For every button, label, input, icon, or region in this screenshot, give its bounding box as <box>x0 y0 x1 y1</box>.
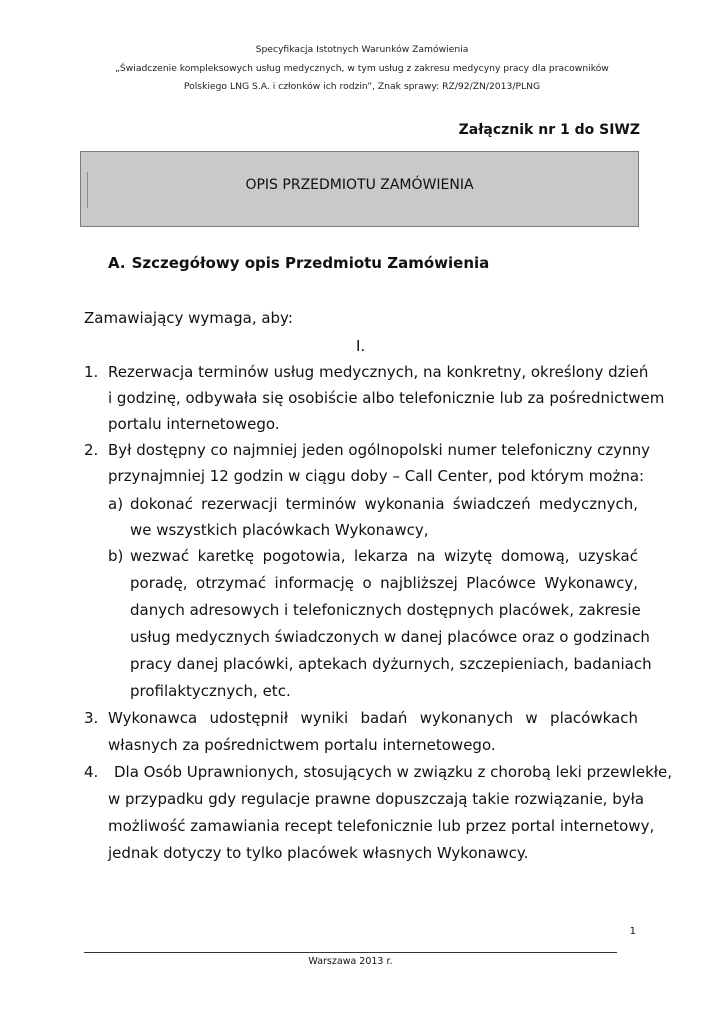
section-heading <box>108 256 489 271</box>
item-number: 3. <box>84 709 99 727</box>
item-line: Rezerwacja terminów usług medycznych, na konkretny, określony dzień <box>108 363 649 381</box>
item-line: możliwość zamawiania recept telefonicznie lub przez portal internetowy, <box>108 817 655 835</box>
subitem-line: usług medycznych świadczonych w danej placówce oraz o godzinach <box>130 628 650 646</box>
footer-text: Warszawa 2013 r. <box>308 956 393 967</box>
item-line: i godzinę, odbywała się osobiście albo telefonicznie lub za pośrednictwem <box>108 389 665 407</box>
section-heading-text: Szczegółowy opis Przedmiotu Zamówienia <box>131 254 490 272</box>
footer-divider <box>84 952 617 953</box>
item-line: własnych za pośrednictwem portalu internetowego. <box>108 736 496 754</box>
item-number: 4. <box>84 763 99 781</box>
subitem-marker: a) <box>108 495 124 513</box>
subitem-line: we wszystkich placówkach Wykonawcy, <box>130 521 429 539</box>
item-line: portalu internetowego. <box>108 415 280 433</box>
item-number: 2. <box>84 441 99 459</box>
title-box <box>80 151 639 227</box>
item-line: Wykonawca udostępnił wyniki badań wykonanych w placówkach <box>108 709 638 727</box>
subitem-marker: b) <box>108 547 124 565</box>
attachment-label: Załącznik nr 1 do SIWZ <box>458 122 640 138</box>
section-marker: A. <box>108 254 126 272</box>
subitem-line: profilaktycznych, etc. <box>130 682 291 700</box>
doc-header-line-1: Specyfikacja Istotnych Warunków Zamówienia <box>255 44 469 55</box>
subitem-line: pracy danej placówki, aptekach dyżurnych, szczepieniach, badaniach <box>130 655 652 673</box>
item-line: w przypadku gdy regulacje prawne dopuszczają takie rozwiązanie, była <box>108 790 645 808</box>
subitem-line: wezwać karetkę pogotowia, lekarza na wizytę domową, uzyskać <box>130 547 638 565</box>
intro-text: Zamawiający wymaga, aby: <box>84 309 293 327</box>
subitem-line: poradę, otrzymać informację o najbliższej Placówce Wykonawcy, <box>130 574 638 592</box>
subitem-line: dokonać rezerwacji terminów wykonania świadczeń medycznych, <box>130 495 638 513</box>
subitem-line: danych adresowych i telefonicznych dostępnych placówek, zakresie <box>130 601 641 619</box>
page-number: 1 <box>629 926 636 937</box>
item-line: jednak dotyczy to tylko placówek własnych Wykonawcy. <box>108 844 529 862</box>
roman-numeral: I. <box>356 337 366 355</box>
item-line: przynajmniej 12 godzin w ciągu doby – Call Center, pod którym można: <box>108 467 645 485</box>
document-title: OPIS PRZEDMIOTU ZAMÓWIENIA <box>245 177 474 193</box>
doc-header-line-2: „Świadczenie kompleksowych usług medycznych, w tym usług z zakresu medycyny pracy dla pracowników <box>115 63 609 74</box>
item-line: Był dostępny co najmniej jeden ogólnopolski numer telefoniczny czynny <box>108 441 651 459</box>
item-line: Dla Osób Uprawnionych, stosujących w związku z chorobą leki przewlekłe, <box>114 763 673 781</box>
item-number: 1. <box>84 363 99 381</box>
doc-header-line-3: Polskiego LNG S.A. i członków ich rodzin”, Znak sprawy: RZ/92/ZN/2013/PLNG <box>183 81 541 92</box>
